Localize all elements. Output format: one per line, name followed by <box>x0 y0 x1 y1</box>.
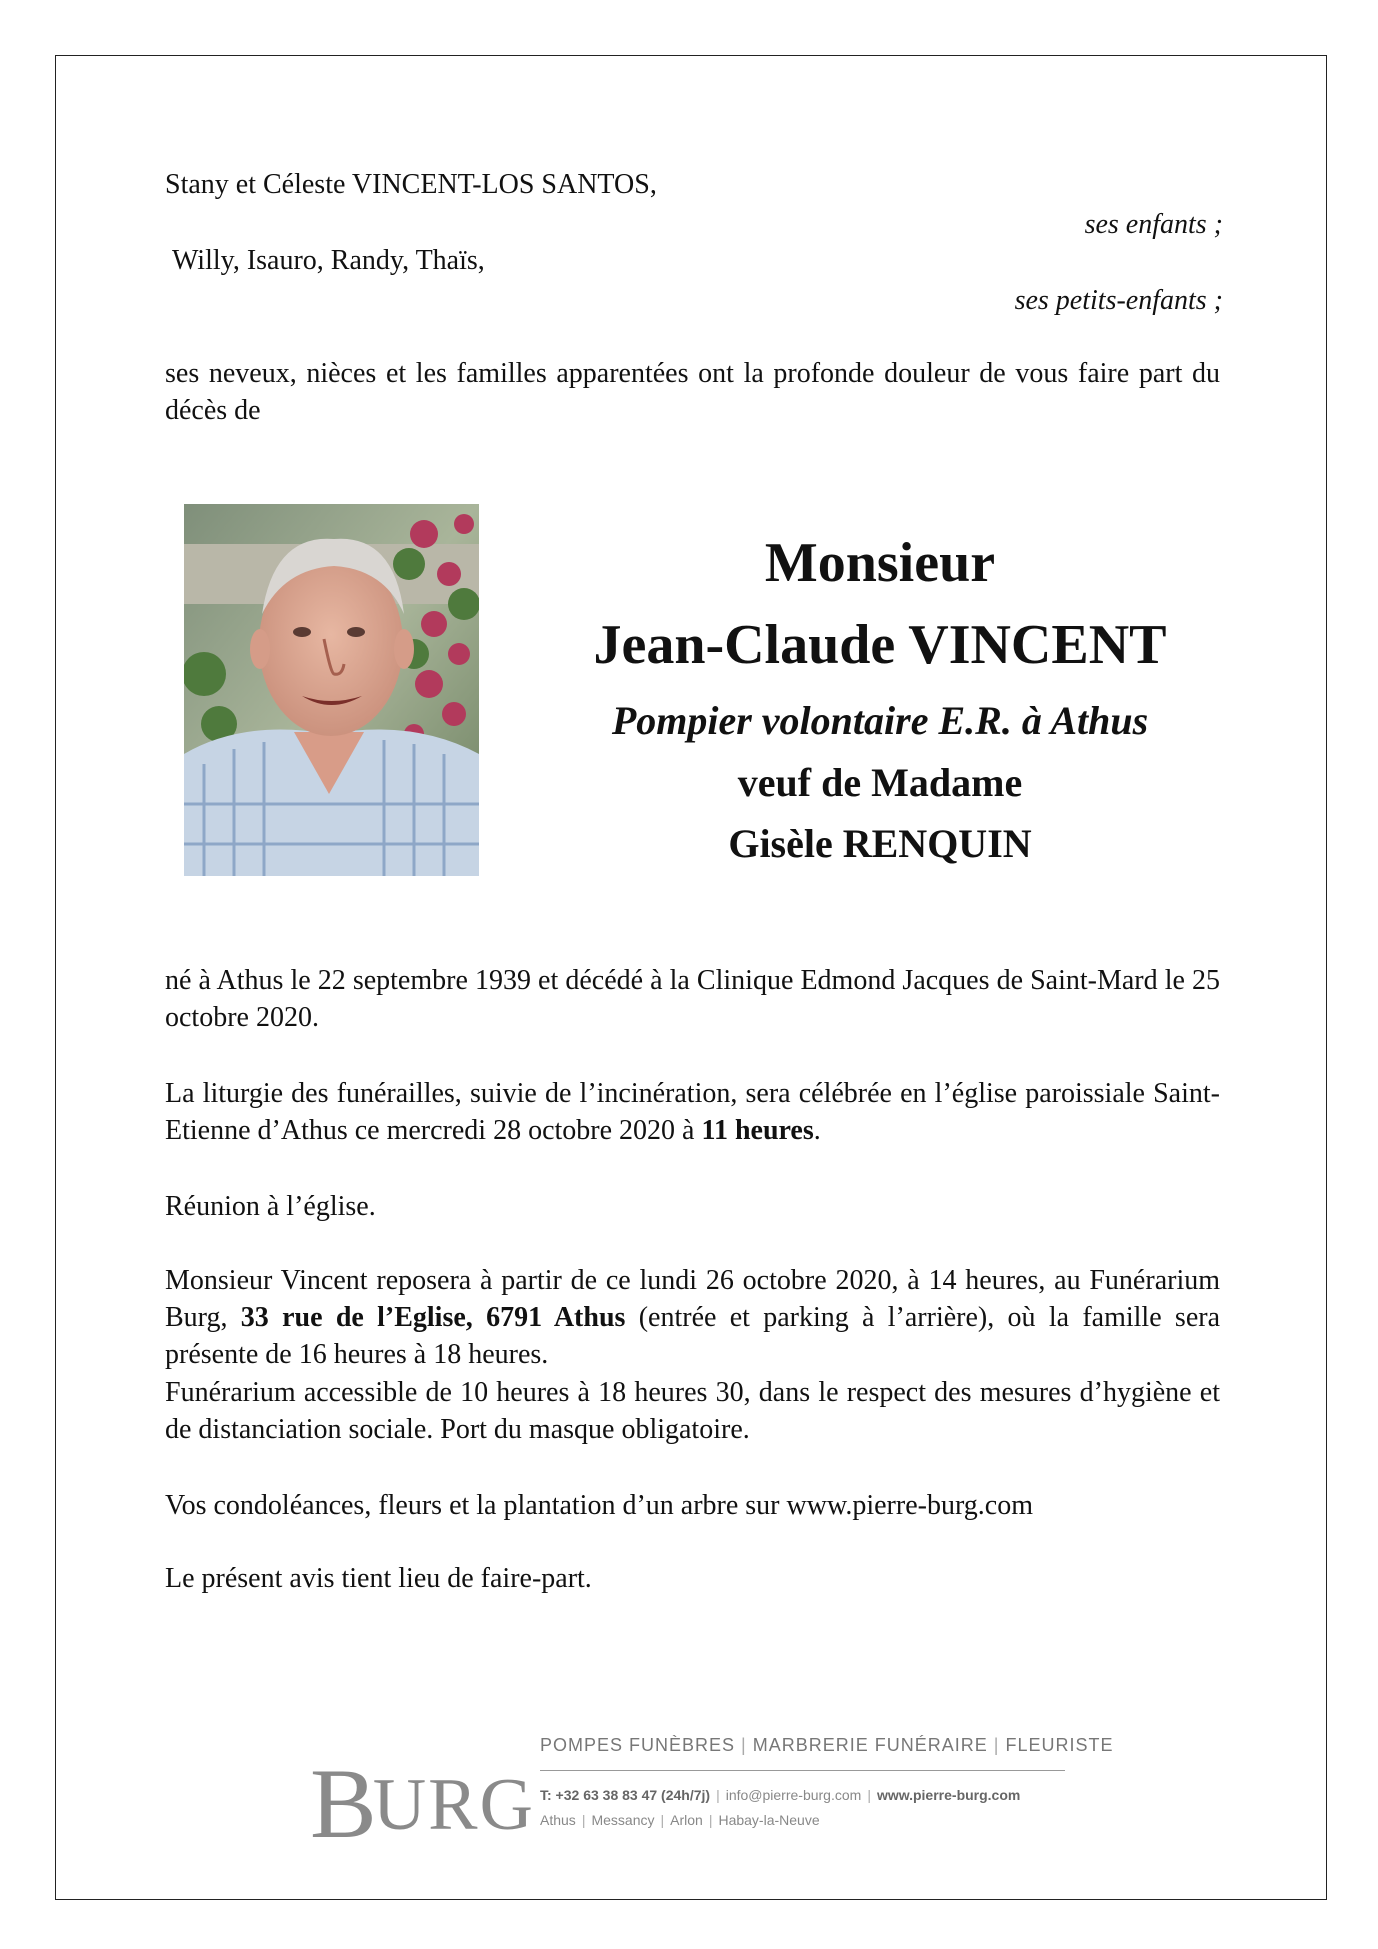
separator: | <box>867 1787 871 1803</box>
locations-line <box>540 1812 820 1828</box>
email-text: info@pierre-burg.com <box>725 1787 862 1803</box>
children-role: ses enfants ; <box>1084 209 1223 240</box>
grandchildren-role: ses petits-enfants ; <box>1014 285 1223 316</box>
condolences-text: Vos condoléances, fleurs et la plantation d’un arbre sur www.pierre-burg.com <box>165 1490 1033 1521</box>
location-messancy: Messancy <box>591 1812 655 1828</box>
website-text: www.pierre-burg.com <box>876 1787 1021 1803</box>
separator: | <box>581 1812 586 1828</box>
separator: | <box>741 1735 747 1755</box>
liturgy-end: . <box>813 1115 821 1146</box>
service-marble: MARBRERIE FUNÉRAIRE <box>752 1735 988 1755</box>
separator: | <box>708 1812 713 1828</box>
deceased-title: Monsieur <box>764 532 996 594</box>
access-text: Funérarium accessible de 10 heures à 18 heures 30, dans le respect des mesures d’hygiène et de distanciation sociale. Port du masque obligatoire. <box>165 1377 1220 1445</box>
separator: | <box>660 1812 665 1828</box>
rest-tail: (entrée et parking à l’arrière), où la famille sera présente de 16 heures à 18 heures. <box>165 1302 1221 1370</box>
deceased-occupation: Pompier volontaire E.R. à Athus <box>611 698 1149 743</box>
widower-line: veuf de Madame <box>737 760 1023 805</box>
deceased-photo <box>184 504 479 876</box>
separator: | <box>993 1735 1000 1755</box>
meeting-text: Réunion à l’église. <box>165 1191 376 1222</box>
rest-address: 33 rue de l’Eglise, 6791 Athus <box>240 1302 626 1333</box>
separator: | <box>716 1787 720 1803</box>
announcement-text: ses neveux, nièces et les familles apparentées ont la profonde douleur de vous faire part du décès de <box>165 358 1220 426</box>
logo-rest: URG <box>372 1764 535 1846</box>
liturgy-time: 11 heures <box>701 1115 814 1146</box>
footer-divider <box>540 1770 1065 1771</box>
location-arlon: Arlon <box>670 1812 703 1828</box>
liturgy-main: La liturgie des funérailles, suivie de l’incinération, sera célébrée en l’église paroissiale Saint-Etienne d’Athus ce mercredi 28 octobre 2020 à <box>165 1078 1220 1146</box>
birth-death-text: né à Athus le 22 septembre 1939 et décédé à la Clinique Edmond Jacques de Saint-Mard le 25 octobre 2020. <box>165 965 1220 1033</box>
deceased-name: Jean-Claude VINCENT <box>593 614 1167 676</box>
location-habay: Habay-la-Neuve <box>718 1812 820 1828</box>
contact-line <box>540 1787 1020 1803</box>
phone-prefix: T: +32 63 38 83 47 <box>540 1787 662 1803</box>
portrait-image <box>184 504 479 876</box>
service-florist: FLEURISTE <box>1005 1735 1114 1755</box>
grandchildren-names: Willy, Isauro, Randy, Thaïs, <box>172 245 485 276</box>
spouse-name: Gisèle RENQUIN <box>728 821 1032 866</box>
service-funeral: POMPES FUNÈBRES <box>540 1735 736 1755</box>
rest-text <box>165 1262 1220 1373</box>
notice-text: Le présent avis tient lieu de faire-part. <box>165 1563 592 1594</box>
rest-main: Monsieur Vincent reposera à partir de ce lundi 26 octobre 2020, à 14 heures, au Funérarium Burg, <box>165 1265 1220 1333</box>
logo-initial: B <box>310 1748 379 1859</box>
liturgy-text <box>165 1075 1220 1149</box>
burg-logo <box>310 1738 535 1859</box>
phone-hours: (24h/7j) <box>661 1787 711 1803</box>
location-athus: Athus <box>540 1812 576 1828</box>
services-line <box>540 1735 1113 1756</box>
children-names: Stany et Céleste VINCENT-LOS SANTOS, <box>165 169 657 200</box>
